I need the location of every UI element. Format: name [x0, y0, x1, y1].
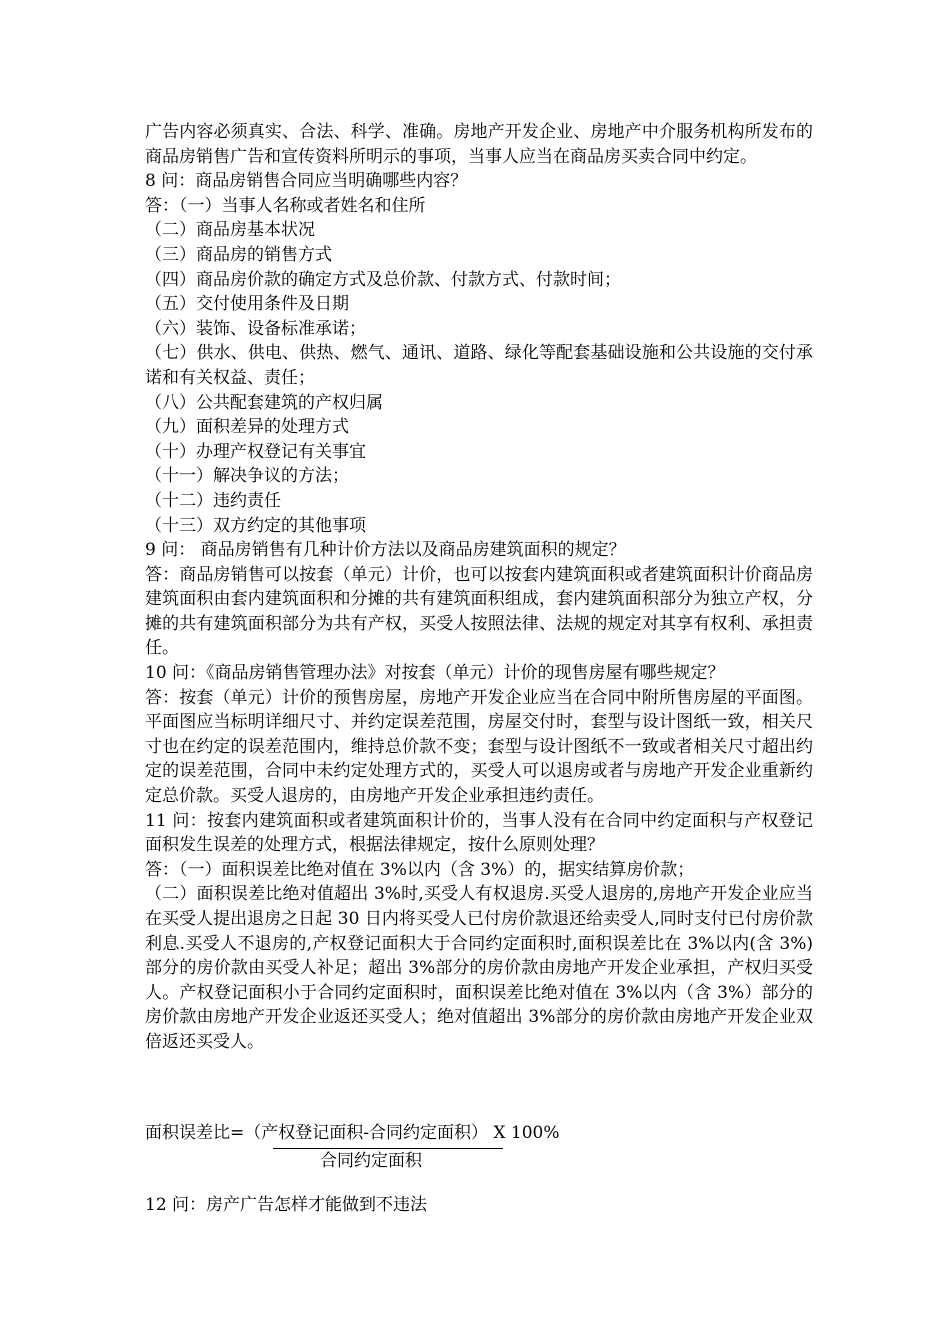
answer-8-item-6: （六）装饰、设备标准承诺； — [145, 318, 366, 339]
answer-8-item-9: （九）面积差异的处理方式 — [145, 417, 349, 438]
answer-9: 答：商品房销售可以按套（单元）计价，也可以按套内建筑面积或者建筑面积计价商品房建筑面积由套内建筑面积和分摊的共有建筑面积组成，套内建筑面积部分为独立产权，分摊的共有建筑面积部分为共有产权，买受人按照法律、法规的规定对其享有权利、承担责任。 — [145, 564, 813, 659]
answer-11-part-2: （二）面积误差比绝对值超出 3%时,买受人有权退房.买受人退房的,房地产开发企业应当在买受人提出退房之日起 30 日内将买受人已付房价款退还给卖受人,同时支付已付房价款利息.买受人不退房的,产权登记面积大于合同约定面积时,面积误差比在 3%以内(含 3%)部分的房价款由买受人补足；超出 3%部分的房价款由房地产开发企业承担，产权归买受人。产权登记面积小于合同约定面积时，面积误差比绝对值在 3%以内（含 3%）部分的房价款由房地产开发企业返还买受人；绝对值超出 3%部分的房价款由房地产开发企业双倍返还买受人。 — [145, 884, 813, 1052]
answer-8-item-1: 答：（一）当事人名称或者姓名和住所 — [145, 195, 426, 216]
answer-8-item-7: （七）供水、供电、供热、燃气、通讯、道路、绿化等配套基础设施和公共设施的交付承诺和有关权益、责任； — [145, 343, 813, 388]
answer-8-item-4: （四）商品房价款的确定方式及总价款、付款方式、付款时间； — [145, 269, 621, 290]
answer-11-part-1: 答：（一）面积误差比绝对值在 3%以内（含 3%）的，据实结算房价款； — [145, 859, 695, 880]
question-12: 12 问：房产广告怎样才能做到不违法 — [145, 1195, 428, 1215]
answer-10: 答：按套（单元）计价的预售房屋，房地产开发企业应当在合同中附所售房屋的平面图。平面图应当标明详细尺寸、并约定误差范围，房屋交付时，套型与设计图纸一致，相关尺寸也在约定的误差范围内，维持总价款不变；套型与设计图纸不一致或者相关尺寸超出约定的误差范围，合同中未约定处理方式的，买受人可以退房或者与房地产开发企业重新约定总价款。买受人退房的，由房地产开发企业承担违约责任。 — [145, 687, 813, 807]
question-11: 11 问：按套内建筑面积或者建筑面积计价的，当事人没有在合同中约定面积与产权登记面积发生误差的处理方式，根据法律规定，按什么原则处理？ — [145, 810, 813, 856]
answer-8-item-8: （八）公共配套建筑的产权归属 — [145, 392, 383, 413]
answer-8-item-11: （十一）解决争议的方法； — [145, 466, 349, 487]
answer-8-item-10: （十）办理产权登记有关事宜 — [145, 441, 366, 462]
document-body — [145, 120, 813, 1055]
question-10: 10 问：《商品房销售管理办法》对按套（单元）计价的现售房屋有哪些规定？ — [145, 663, 725, 684]
paragraph-advert: 广告内容必须真实、合法、科学、准确。房地产开发企业、房地产中介服务机构所发布的商品房销售广告和宣传资料所明示的事项，当事人应当在商品房买卖合同中约定。 — [145, 122, 813, 167]
formula-denominator: 合同约定面积 — [320, 1151, 422, 1171]
answer-8-item-3: （三）商品房的销售方式 — [145, 244, 332, 265]
question-8: 8 问：商品房销售合同应当明确哪些内容？ — [145, 171, 468, 192]
answer-8-item-2: （二）商品房基本状况 — [145, 220, 315, 241]
question-9: 9 问： 商品房销售有几种计价方法以及商品房建筑面积的规定？ — [145, 540, 626, 561]
answer-8-item-12: （十二）违约责任 — [145, 490, 281, 511]
formula-numerator: 面积误差比=（产权登记面积-合同约定面积） X 100% — [145, 1123, 560, 1143]
answer-8-item-5: （五）交付使用条件及日期 — [145, 294, 349, 315]
answer-8-item-13: （十三）双方约定的其他事项 — [145, 515, 366, 536]
